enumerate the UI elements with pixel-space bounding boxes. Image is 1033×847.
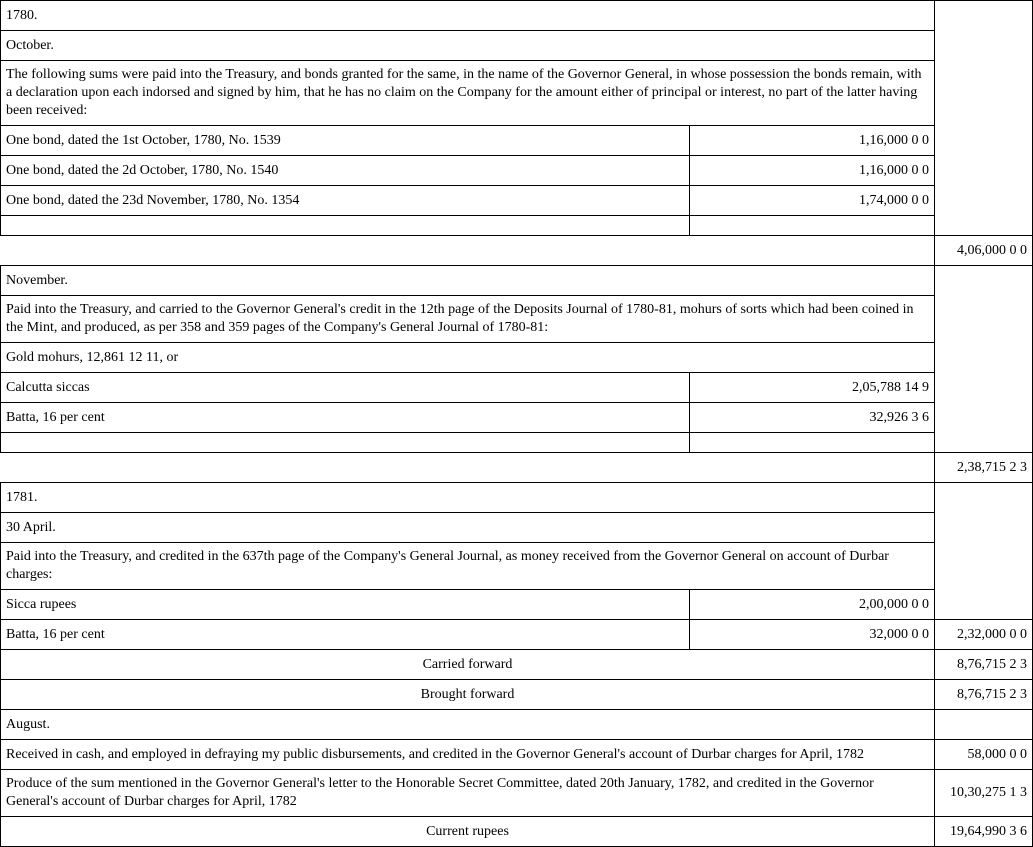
table-row	[1, 31, 1033, 61]
august-cash-amount: 58,000 0 0	[935, 740, 1033, 770]
batta-amount: 32,000 0 0	[690, 620, 935, 650]
table-row	[1, 620, 1033, 650]
empty-cell	[935, 483, 1033, 620]
table-row	[1, 817, 1033, 847]
table-row	[1, 156, 1033, 186]
empty-cell	[1, 433, 690, 453]
sicca-rupees-amount: 2,00,000 0 0	[690, 590, 935, 620]
empty-cell	[1, 453, 935, 483]
table-row	[1, 373, 1033, 403]
april-heading: 30 April.	[1, 513, 935, 543]
table-row	[1, 650, 1033, 680]
table-row	[1, 236, 1033, 266]
november-description: Paid into the Treasury, and carried to the Governor General's credit in the 12th page of the Deposits Journal of 1780-81, mohurs of sorts which had been coined in the Mint, and produced, as per 358 and 359 pages of the Company's General Journal of 1780-81:	[1, 296, 935, 343]
table-row	[1, 590, 1033, 620]
empty-cell	[935, 266, 1033, 453]
carried-forward-amount: 8,76,715 2 3	[935, 650, 1033, 680]
august-cash-label: Received in cash, and employed in defraying my public disbursements, and credited in the Governor General's account of Durbar charges for April, 1782	[1, 740, 935, 770]
empty-cell	[690, 433, 935, 453]
calcutta-siccas-amount: 2,05,788 14 9	[690, 373, 935, 403]
table-row	[1, 453, 1033, 483]
table-row	[1, 296, 1033, 343]
august-produce-amount: 10,30,275 1 3	[935, 770, 1033, 817]
november-total: 2,38,715 2 3	[935, 453, 1033, 483]
october-total: 4,06,000 0 0	[935, 236, 1033, 266]
april-description: Paid into the Treasury, and credited in the 637th page of the Company's General Journal, as money received from the Governor General on account of Durbar charges:	[1, 543, 935, 590]
gold-mohurs: Gold mohurs, 12,861 12 11, or	[1, 343, 935, 373]
sicca-rupees-label: Sicca rupees	[1, 590, 690, 620]
brought-forward-label: Brought forward	[1, 680, 935, 710]
year-1780: 1780.	[1, 1, 935, 31]
batta-label: Batta, 16 per cent	[1, 403, 690, 433]
august-heading: August.	[1, 710, 935, 740]
table-row	[1, 740, 1033, 770]
august-produce-label: Produce of the sum mentioned in the Governor General's letter to the Honorable Secret Committee, dated 20th January, 1782, and credited in the Governor General's account of Durbar charges for April, 1782	[1, 770, 935, 817]
table-row	[1, 710, 1033, 740]
empty-cell	[935, 1, 1033, 236]
bond-amount: 1,16,000 0 0	[690, 126, 935, 156]
empty-cell	[1, 236, 935, 266]
table-row	[1, 680, 1033, 710]
batta-amount: 32,926 3 6	[690, 403, 935, 433]
table-row	[1, 186, 1033, 216]
calcutta-siccas-label: Calcutta siccas	[1, 373, 690, 403]
november-heading: November.	[1, 266, 935, 296]
empty-cell	[935, 710, 1033, 740]
table-row	[1, 216, 1033, 236]
bond-amount: 1,74,000 0 0	[690, 186, 935, 216]
october-heading: October.	[1, 31, 935, 61]
year-1781: 1781.	[1, 483, 935, 513]
table-row	[1, 403, 1033, 433]
current-rupees-label: Current rupees	[1, 817, 935, 847]
table-row	[1, 483, 1033, 513]
table-row	[1, 126, 1033, 156]
current-rupees-amount: 19,64,990 3 6	[935, 817, 1033, 847]
october-description: The following sums were paid into the Treasury, and bonds granted for the same, in the name of the Governor General, in whose possession the bonds remain, with a declaration upon each indorsed and signed by him, that he has no claim on the Company for the amount either of principal or interest, no part of the latter having been received:	[1, 61, 935, 126]
bond-label: One bond, dated the 23d November, 1780, No. 1354	[1, 186, 690, 216]
april-total: 2,32,000 0 0	[935, 620, 1033, 650]
table-row	[1, 61, 1033, 126]
table-row	[1, 543, 1033, 590]
bond-label: One bond, dated the 1st October, 1780, No. 1539	[1, 126, 690, 156]
bond-label: One bond, dated the 2d October, 1780, No. 1540	[1, 156, 690, 186]
table-row	[1, 1, 1033, 31]
empty-cell	[690, 216, 935, 236]
carried-forward-label: Carried forward	[1, 650, 935, 680]
table-row	[1, 433, 1033, 453]
batta-label: Batta, 16 per cent	[1, 620, 690, 650]
table-row	[1, 266, 1033, 296]
empty-cell	[1, 216, 690, 236]
table-row	[1, 770, 1033, 817]
table-row	[1, 343, 1033, 373]
bond-amount: 1,16,000 0 0	[690, 156, 935, 186]
brought-forward-amount: 8,76,715 2 3	[935, 680, 1033, 710]
table-row	[1, 513, 1033, 543]
